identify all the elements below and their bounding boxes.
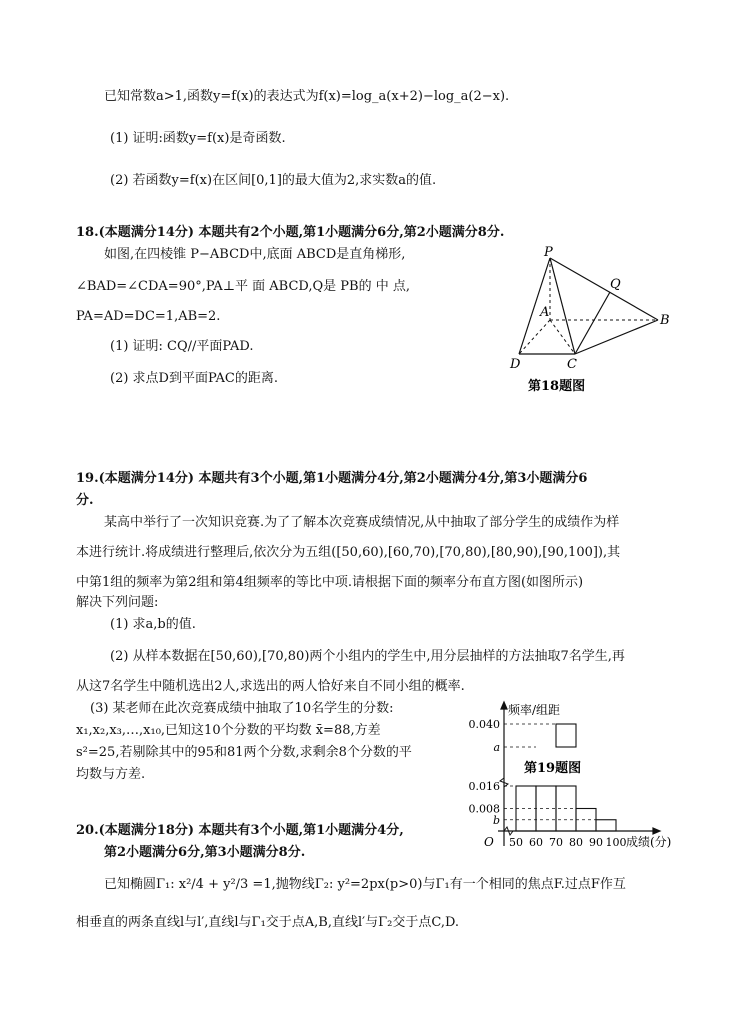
q20-header-line1: 20.(本题满分18分) 本题共有3个小题,第1小题满分4分, — [76, 823, 404, 838]
q19-part3c: s²=25,若剔除其中的95和81两个分数,求剩余8个分数的平 — [76, 745, 412, 760]
edge-CQ — [575, 292, 610, 354]
q17-part2: (2) 若函数y=f(x)在区间[0,1]的最大值为2,求实数a的值. — [110, 173, 437, 188]
x-tick-50: 50 — [509, 836, 523, 849]
x-tick-100: 100 — [605, 836, 627, 849]
label-D: D — [510, 357, 521, 372]
x-axis-arrow — [653, 828, 660, 834]
q19-part2b: 从这7名学生中随机选出2人,求选出的两人恰好来自不同小组的概率. — [76, 679, 465, 694]
edge-PC — [550, 258, 575, 354]
q18-part2: (2) 求点D到平面PAC的距离. — [110, 371, 278, 386]
q20-header-line2: 第2小题满分6分,第3小题满分8分. — [104, 845, 306, 860]
edge-AD — [519, 320, 550, 354]
x-tick-90: 90 — [589, 836, 603, 849]
q18-caption: 第18题图 — [528, 379, 586, 394]
histogram-figure — [454, 700, 686, 856]
q17-stem: 已知常数a>1,函数y=f(x)的表达式为f(x)=log_a(x+2)−log_a(2−x). — [104, 89, 510, 104]
q19-part2a: (2) 从样本数据在[50,60),[70,80)两个小组内的学生中,用分层抽样的方法抽取7名学生,再 — [110, 649, 625, 664]
y-axis-label: 频率/组距 — [508, 703, 561, 717]
label-A: A — [540, 305, 550, 320]
label-B: B — [660, 313, 670, 328]
q18-line3: PA=AD=DC=1,AB=2. — [76, 309, 221, 324]
q19-part3b: x₁,x₂,x₃,…,x₁₀,已知这10个分数的平均数 x̄=88,方差 — [76, 723, 381, 738]
histogram-bar-5 — [596, 820, 616, 831]
q18-part1: (1) 证明: CQ//平面PAD. — [110, 339, 254, 354]
y-tick-0: 0.040 — [468, 718, 500, 731]
label-P: P — [544, 245, 553, 260]
q19-line2: 本进行统计.将成绩进行整理后,依次分为五组([50,60),[60,70),[70,80),[80,90),[90,100]),其 — [76, 545, 621, 560]
q19-part3d: 均数与方差. — [76, 767, 146, 782]
q20-line1: 已知椭圆Γ₁: x²/4 + y²/3 =1,抛物线Γ₂: y²=2px(p>0)与Γ₁有一个相同的焦点F.过点F作互 — [104, 877, 626, 892]
q18-header: 18.(本题满分14分) 本题共有2个小题,第1小题满分6分,第2小题满分8分. — [76, 225, 505, 240]
origin-label: O — [484, 835, 494, 849]
q19-header-line1: 19.(本题满分14分) 本题共有3个小题,第1小题满分4分,第2小题满分4分,第3小题满分6 — [76, 471, 588, 486]
q19-caption: 第19题图 — [524, 761, 582, 776]
edge-CB — [575, 320, 658, 354]
x-tick-70: 70 — [549, 836, 563, 849]
q19-part3a: (3) 某老师在此次竞赛成绩中抽取了10名学生的分数: — [90, 701, 394, 716]
x-tick-60: 60 — [529, 836, 543, 849]
y-tick-4: b — [492, 813, 500, 827]
y-tick-3: 0.008 — [468, 802, 500, 816]
x-axis-label: 成绩(分) — [626, 835, 672, 849]
q18-line1: 如图,在四棱锥 P−ABCD中,底面 ABCD是直角梯形, — [104, 247, 406, 262]
histogram-bar-3 — [556, 724, 576, 747]
label-C: C — [567, 357, 577, 372]
edge-AC — [550, 320, 575, 354]
q19-line1: 某高中举行了一次知识竞赛.为了了解本次竞赛成绩情况,从中抽取了部分学生的成绩作为样 — [104, 515, 620, 530]
x-tick-80: 80 — [569, 836, 583, 849]
q20-line2: 相垂直的两条直线l与l′,直线l与Γ₁交于点A,B,直线l′与Γ₂交于点C,D. — [76, 915, 460, 930]
q19-line3: 中第1组的频率为第2组和第4组频率的等比中项.请根据下面的频率分布直方图(如图所示) — [76, 575, 584, 590]
y-axis-arrow — [501, 702, 507, 709]
q19-line4: 解决下列问题: — [76, 595, 159, 610]
q19-header-line2: 分. — [76, 493, 94, 508]
q19-part1: (1) 求a,b的值. — [110, 617, 196, 632]
edge-PB — [550, 258, 658, 320]
pyramid-figure — [500, 244, 680, 400]
y-tick-1: a — [493, 741, 500, 754]
label-Q: Q — [610, 277, 621, 292]
q18-line2: ∠BAD=∠CDA=90°,PA⊥平 面 ABCD,Q是 PB的 中 点, — [76, 279, 411, 294]
y-tick-2: 0.016 — [468, 780, 500, 793]
q17-part1: (1) 证明:函数y=f(x)是奇函数. — [110, 131, 286, 146]
